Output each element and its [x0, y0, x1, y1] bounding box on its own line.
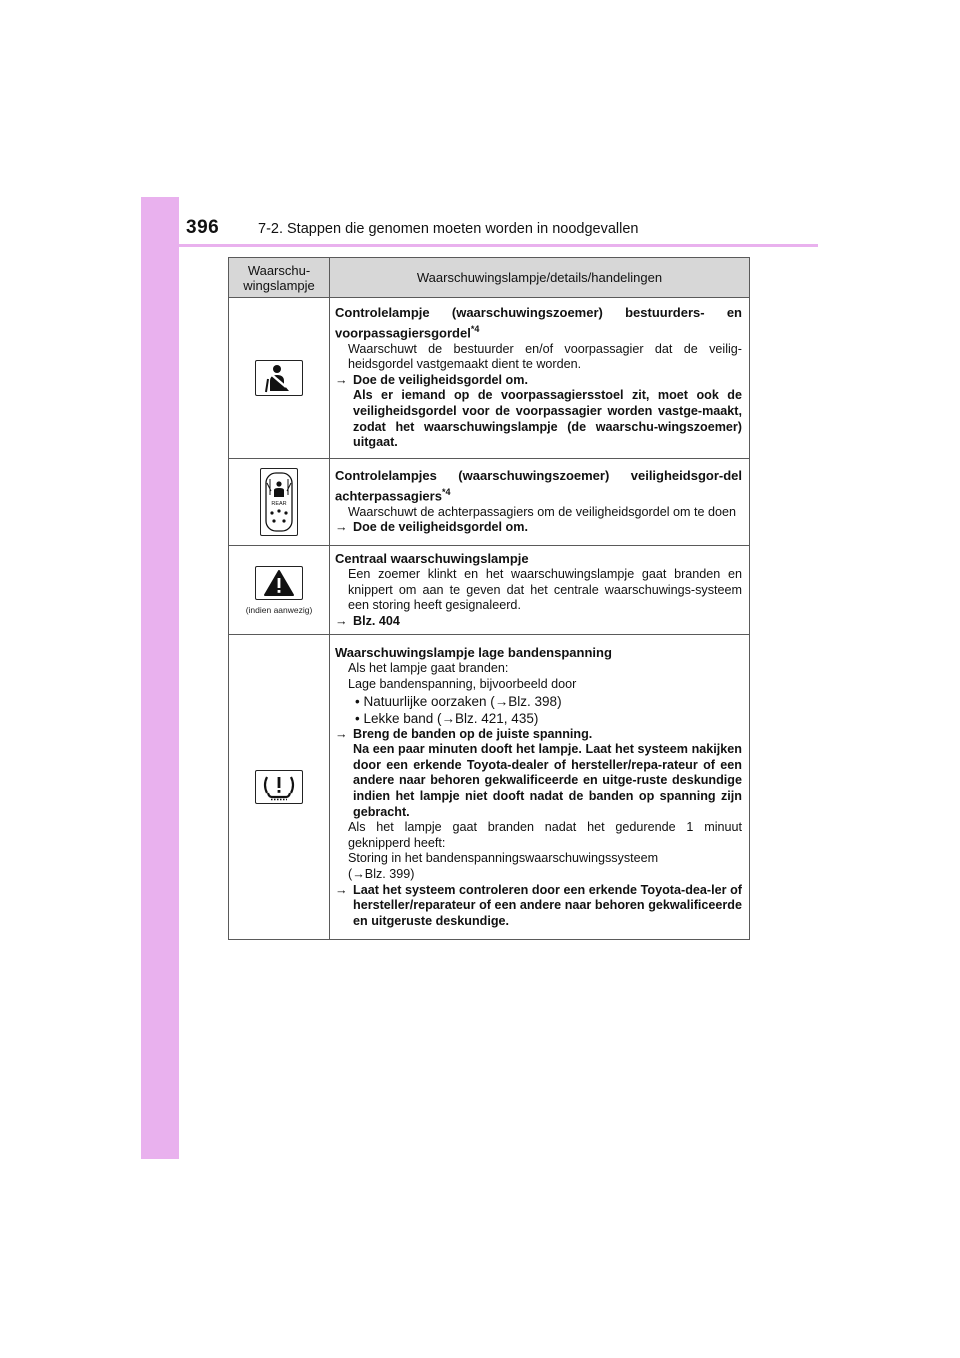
details-cell [330, 298, 750, 459]
header-divider [141, 244, 818, 247]
row-title: Centraal waarschuwingslampje [335, 551, 529, 566]
details-cell [330, 635, 750, 940]
warning-lights-table [228, 257, 750, 940]
row-line: (→Blz. 399) [348, 866, 415, 881]
table-row [229, 298, 750, 459]
row-action: → Blz. 404 [335, 613, 400, 628]
arrow-icon: → [335, 520, 348, 535]
row-description: Waarschuwt de bestuurder en/of voorpassagier dat de veilig-heidsgordel vastgemaakt dient te worden. [348, 341, 742, 372]
row-note: Na een paar minuten dooft het lampje. Laat het systeem nakijken door een erkende Toyota-dealer of hersteller/repa-rateur of een andere naar behoren gekwalificeerde en uitge-ruste deskundige indien het lampje niet dooft nadat de banden op spanning zijn gebracht. [353, 742, 742, 819]
row-description: Waarschuwt de achterpassagiers om de veiligheidsgordel om te doen [348, 504, 737, 519]
list-item: • Lekke band (→Blz. 421, 435) [355, 710, 539, 726]
section-title: 7-2. Stappen die genomen moeten worden in noodgevallen [258, 221, 639, 237]
table-row [229, 635, 750, 940]
arrow-icon: → [335, 726, 348, 741]
icon-cell [229, 459, 330, 546]
row-line: Als het lampje gaat branden: [348, 661, 509, 676]
icon-cell [229, 635, 330, 940]
row-title: Controlelampjes (waarschuwingszoemer) veiligheidsgor-del achterpassagiers$^{*4}$ [335, 468, 742, 504]
table-row [229, 459, 750, 546]
optional-label: (indien aanwezig) [245, 604, 313, 615]
table-row [229, 546, 750, 635]
page-number: 396 [186, 217, 220, 238]
row-description: Een zoemer klinkt en het waarschuwingslampje gaat branden en knippert om aan te geven dat het centrale waarschuwings-systeem een storing heeft gesignaleerd. [348, 567, 742, 613]
footnote-ref: *4 [441, 487, 451, 498]
tire-pressure-warning-icon [255, 770, 303, 804]
row-title: Waarschuwingslampje lage bandenspanning [335, 645, 612, 661]
details-cell [330, 459, 750, 546]
row-note: Als er iemand op de voorpassagiersstoel zit, moet ook de veiligheidsgordel voor de voorpassagier worden vastge-maakt, zodat het waarschuwingslampje (de waarschu-wingszoemer) uitgaat. [353, 388, 742, 450]
table-header-row [229, 258, 750, 298]
row-title: Controlelampje (waarschuwingszoemer) bestuurders- en voorpassagiersgordel$^{*4}$ [335, 305, 742, 341]
rear-seatbelt-reminder-icon [260, 468, 298, 536]
arrow-icon: → [335, 613, 348, 628]
seatbelt-reminder-icon [255, 360, 303, 396]
arrow-icon: → [335, 882, 348, 897]
details-cell [330, 546, 750, 635]
row-line: Lage bandenspanning, bijvoorbeeld door [348, 677, 577, 692]
row-line: Storing in het bandenspanningswaarschuwingssysteem [348, 851, 659, 866]
footnote-ref: *4 [470, 324, 480, 335]
icon-cell [229, 298, 330, 459]
row-action: → Doe de veiligheidsgordel om. [335, 520, 528, 535]
header-details: Waarschuwingslampje/details/handelingen [330, 258, 750, 298]
header-warning-light: Waarschu- wingslampje [229, 258, 330, 298]
row-action: → Breng de banden op de juiste spanning. [335, 726, 593, 741]
svg-text:REAR: REAR [271, 501, 287, 507]
row-action: → Laat het systeem controleren door een erkende Toyota-dea-ler of hersteller/reparateur of een andere naar behoren gekwalificeerde en uitgeruste deskundige. [335, 882, 742, 928]
arrow-icon: → [335, 372, 348, 387]
chapter-tab-band [141, 197, 179, 1159]
master-warning-icon [255, 566, 303, 600]
icon-cell [229, 546, 330, 635]
row-action: → Doe de veiligheidsgordel om. [335, 372, 528, 387]
row-line: Als het lampje gaat branden nadat het gedurende 1 minuut geknipperd heeft: [348, 820, 742, 850]
list-item: • Natuurlijke oorzaken (→Blz. 398) [355, 693, 562, 709]
